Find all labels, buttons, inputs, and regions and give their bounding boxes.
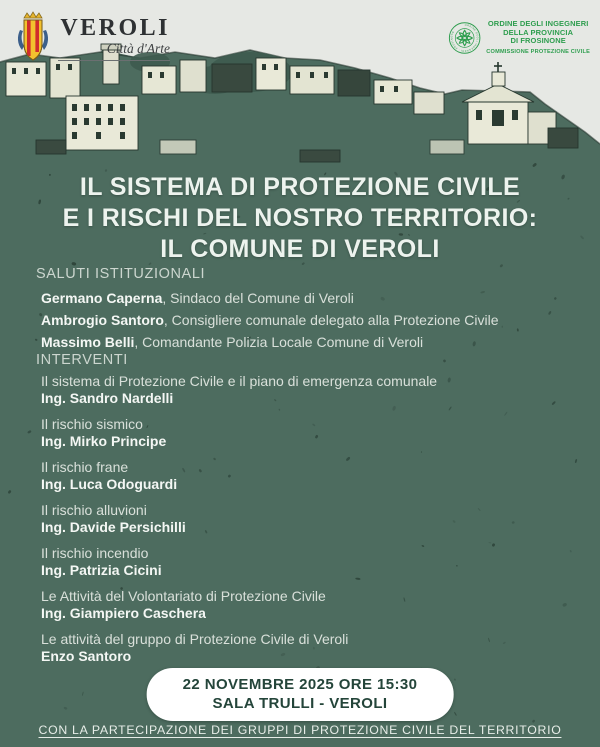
title-line-2: E I RISCHI DEL NOSTRO TERRITORIO:	[62, 204, 538, 232]
talk-item	[36, 416, 582, 450]
veroli-city-logo	[16, 10, 170, 64]
talk-speaker: Ing. Luca Odoguardi	[41, 476, 178, 492]
engineers-order-logo	[448, 14, 590, 62]
title-line-1: IL SISTEMA DI PROTEZIONE CIVILE	[79, 173, 521, 201]
poster-title	[0, 172, 600, 265]
speaker-name: Ambrogio Santoro	[41, 312, 164, 328]
speaker-role: , Sindaco del Comune di Veroli	[162, 290, 354, 306]
engineers-line1: ORDINE DEGLI INGEGNERI	[487, 19, 589, 29]
title-line-3: IL COMUNE DI VEROLI	[160, 235, 440, 263]
talk-speaker: Enzo Santoro	[41, 648, 132, 664]
talk-item	[36, 588, 582, 622]
engineers-line2: DELLA PROVINCIA	[503, 27, 574, 37]
engineers-line4: COMMISSIONE PROTEZIONE CIVILE	[486, 48, 590, 55]
talk-speaker: Ing. Giampiero Caschera	[41, 605, 206, 621]
interventi-heading: INTERVENTI	[36, 352, 128, 368]
talk-item	[36, 459, 582, 493]
talk-item	[36, 545, 582, 579]
talk-topic: Le attività del gruppo di Protezione Civile di Veroli	[41, 631, 349, 647]
saluti-item	[36, 331, 582, 353]
talk-item	[36, 502, 582, 536]
talk-speaker: Ing. Davide Persichilli	[41, 519, 186, 535]
talk-speaker: Ing. Sandro Nardelli	[41, 390, 174, 406]
talk-topic: Il rischio frane	[41, 459, 129, 475]
speaker-name: Germano Caperna	[41, 290, 163, 306]
interventi-section	[36, 352, 582, 674]
talk-speaker: Ing. Mirko Principe	[41, 433, 167, 449]
talk-item	[36, 631, 582, 665]
talk-topic: Il sistema di Protezione Civile e il piano di emergenza comunale	[41, 373, 438, 389]
event-location: SALA TRULLI - VEROLI	[212, 695, 388, 712]
saluti-item	[36, 287, 582, 309]
svg-text:ORDINE DEGLI INGEGNERI · FROSI	[450, 24, 478, 52]
footer-text: CON LA PARTECIPAZIONE DEI GRUPPI DI PROTEZIONE CIVILE DEL TERRITORIO	[38, 723, 562, 737]
talk-item	[36, 373, 582, 407]
speaker-role: , Consigliere comunale delegato alla Protezione Civile	[163, 312, 499, 328]
saluti-section	[36, 266, 582, 353]
veroli-wordmark: VEROLI	[60, 15, 170, 41]
speaker-name: Massimo Belli	[41, 334, 135, 350]
veroli-subtitle: Città d'Arte	[106, 41, 170, 56]
speaker-role: , Comandante Polizia Locale Comune di Veroli	[134, 334, 424, 350]
engineers-seal-icon	[448, 14, 481, 62]
event-info-pill	[147, 668, 454, 721]
veroli-underline	[58, 60, 170, 61]
talk-topic: Il rischio sismico	[41, 416, 143, 432]
saluti-heading: SALUTI ISTITUZIONALI	[36, 266, 206, 282]
talk-topic: Le Attività del Volontariato di Protezione Civile	[41, 588, 326, 604]
talk-speaker: Ing. Patrizia Cicini	[41, 562, 162, 578]
veroli-coat-of-arms-icon	[16, 10, 50, 64]
talk-topic: Il rischio alluvioni	[41, 502, 147, 518]
saluti-item	[36, 309, 582, 331]
talk-topic: Il rischio incendio	[41, 545, 149, 561]
event-datetime: 22 NOVEMBRE 2025 ORE 15:30	[182, 676, 418, 693]
seal-rim-text: ORDINE DEGLI INGEGNERI · FROSINONE ·	[450, 23, 479, 53]
engineers-line3: DI FROSINONE	[510, 36, 566, 46]
footer	[0, 721, 600, 739]
